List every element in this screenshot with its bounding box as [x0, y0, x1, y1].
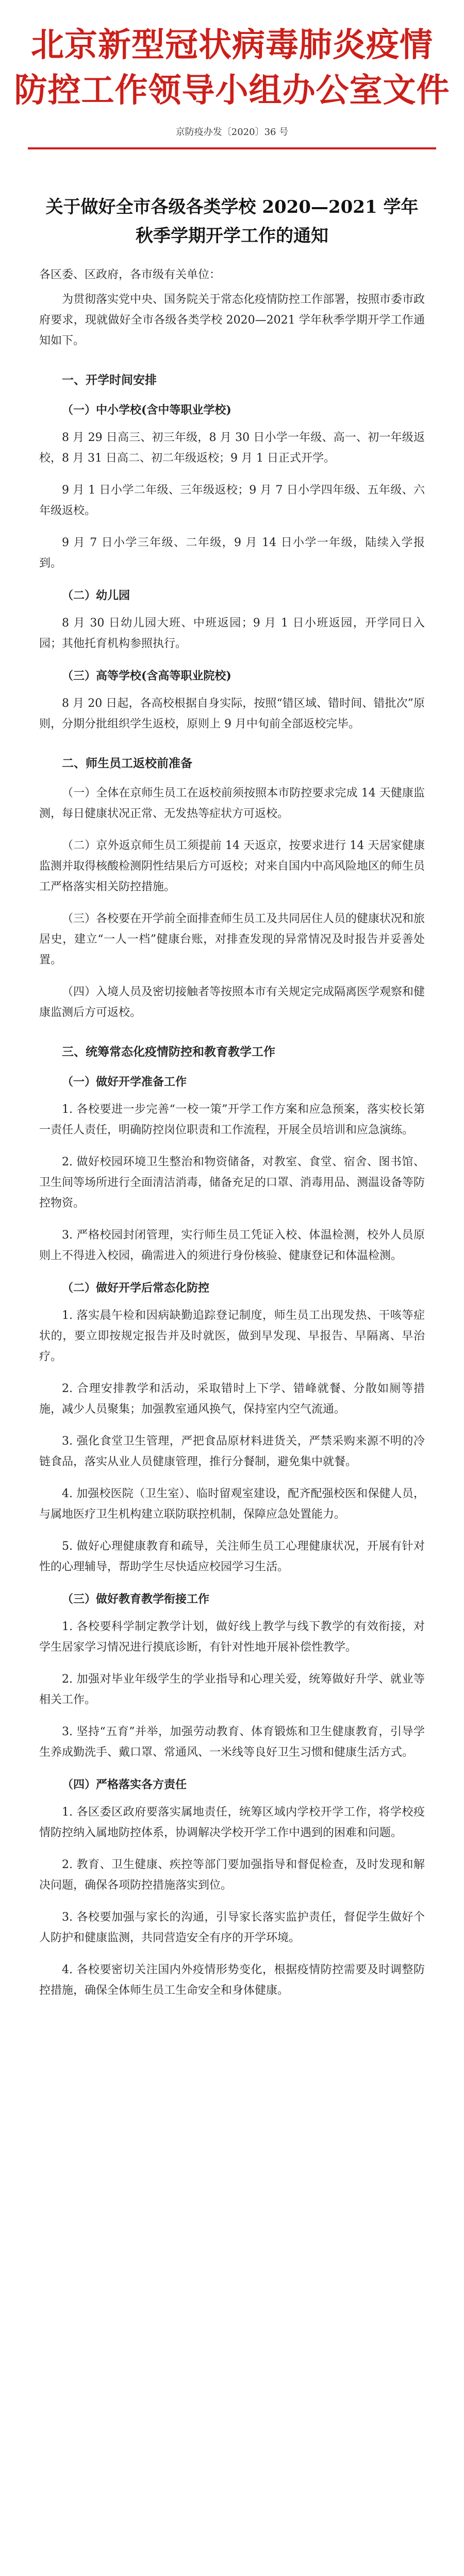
paragraph-3-2: 2. 做好校园环境卫生整治和物资储备，对教室、食堂、宿舍、图书馆、卫生间等场所进行全面清洁消毒，储备充足的口罩、消毒用品、测温设备等防控物资。 [39, 1156, 425, 1210]
paragraph-2-4: （四）入境人员及密切接触者等按照本市有关规定完成隔离医学观察和健康监测后方可返校。 [39, 986, 425, 1019]
paragraph-3-9: 1. 各校要科学制定教学计划，做好线上教学与线下教学的有效衔接，对学生居家学习情况进行摸底诊断，有针对性地开展补偿性教学。 [39, 1620, 425, 1654]
paragraph-1-2: 9 月 1 日小学二年级、三年级返校；9 月 7 日小学四年级、五年级、六年级返校。 [39, 484, 425, 517]
subheading-1-2: （二）幼儿园 [62, 589, 130, 602]
paragraph-3-14: 3. 各校要加强与家长的沟通，引导家长落实监护责任，督促学生做好个人防护和健康监测，共同营造安全有序的开学环境。 [39, 1911, 425, 1944]
paragraph-1-4: 8 月 30 日幼儿园大班、中班返园；9 月 1 日小班返园，开学同日入园；其他托育机构参照执行。 [39, 617, 425, 650]
paragraph-1-5: 8 月 20 日起，各高校根据自身实际，按照“错区域、错时间、错批次”原则，分期分批组织学生返校，原则上 9 月中旬前全部返校完毕。 [39, 697, 425, 731]
paragraph-3-5: 2. 合理安排教学和活动，采取错时上下学、错峰就餐、分散如厕等措施，减少人员聚集；加强教室通风换气，保持室内空气流通。 [39, 1382, 425, 1416]
paragraph-3-3: 3. 严格校园封闭管理，实行师生员工凭证入校、体温检测，校外人员原则上不得进入校园，确需进入的须进行身份核验、健康登记和体温检测。 [39, 1229, 425, 1262]
paragraph-3-4: 1. 落实晨午检和因病缺勤追踪登记制度，师生员工出现发热、干咳等症状的，要立即按规定报告并及时就医，做到早发现、早报告、早隔离、早治疗。 [39, 1309, 425, 1363]
paragraph-2-3: （三）各校要在开学前全面排查师生员工及共同居住人员的健康状况和旅居史，建立“一人一档”健康台账，对排查发现的异常情况及时报告并妥善处置。 [39, 912, 425, 967]
paragraph-3-15: 4. 各校要密切关注国内外疫情形势变化，根据疫情防控需要及时调整防控措施，确保全体师生员工生命安全和身体健康。 [39, 1963, 425, 1997]
subheading-1-1: （一）中小学校(含中等职业学校) [62, 403, 231, 417]
intro-paragraph: 为贯彻落实党中央、国务院关于常态化疫情防控工作部署，按照市委市政府要求，现就做好全市各级各类学校 2020—2021 学年秋季学期开学工作通知如下。 [39, 293, 425, 347]
paragraph-1-3: 9 月 7 日小学三年级、二年级，9 月 14 日小学一年级，陆续入学报到。 [39, 536, 425, 570]
paragraph-3-6: 3. 强化食堂卫生管理，严把食品原材料进货关，严禁采购来源不明的冷链食品，落实从业人员健康管理，推行分餐制，避免集中就餐。 [39, 1435, 425, 1468]
paragraph-3-13: 2. 教育、卫生健康、疾控等部门要加强指导和督促检查，及时发现和解决问题，确保各项防控措施落实到位。 [39, 1858, 425, 1892]
paragraph-2-1: （一）全体在京师生员工在返校前须按照本市防控要求完成 14 天健康监测，每日健康状况正常、无发热等症状方可返校。 [39, 787, 425, 820]
section-heading-3: 三、统筹常态化疫情防控和教育教学工作 [62, 1045, 275, 1059]
section-heading-2: 二、师生员工返校前准备 [62, 757, 192, 770]
subheading-3-3: （三）做好教育教学衔接工作 [62, 1592, 210, 1606]
paragraph-3-1: 1. 各校要进一步完善“一校一策”开学工作方案和应急预案，落实校长第一责任人责任，明确防控岗位职责和工作流程，开展全员培训和应急演练。 [39, 1103, 425, 1137]
red-separator-line [28, 147, 436, 149]
notice-title [0, 193, 464, 250]
document-header [0, 0, 464, 113]
subheading-1-3: （三）高等学校(含高等职业院校) [62, 669, 231, 683]
document-body [39, 265, 425, 2001]
section-heading-1: 一、开学时间安排 [62, 374, 157, 387]
paragraph-3-7: 4. 加强校医院（卫生室）、临时留观室建设，配齐配强校医和保健人员，与属地医疗卫生机构建立联防联控机制，保障应急处置能力。 [39, 1487, 425, 1521]
subheading-3-4: （四）严格落实各方责任 [62, 1778, 187, 1791]
notice-title-line-1: 关于做好全市各级各类学校 2020—2021 学年 [45, 197, 419, 217]
notice-title-line-2: 秋季学期开学工作的通知 [136, 226, 328, 246]
addressee: 各区委、区政府，各市级有关单位： [39, 268, 221, 281]
issuer-title-line-1: 北京新型冠状病毒肺炎疫情 [31, 26, 433, 64]
paragraph-3-11: 3. 坚持“五育”并举，加强劳动教育、体育锻炼和卫生健康教育，引导学生养成勤洗手、戴口罩、常通风、一米线等良好卫生习惯和健康生活方式。 [39, 1725, 425, 1759]
paragraph-3-10: 2. 加强对毕业年级学生的学业指导和心理关爱，统筹做好升学、就业等相关工作。 [39, 1673, 425, 1706]
subheading-3-2: （二）做好开学后常态化防控 [62, 1281, 210, 1295]
document-number: 京防疫办发〔2020〕36 号 [175, 127, 289, 138]
subheading-3-1: （一）做好开学准备工作 [62, 1075, 187, 1089]
paragraph-1-1: 8 月 29 日高三、初三年级，8 月 30 日小学一年级、高一、初一年级返校，8 月 31 日高二、初二年级返校；9 月 1 日正式开学。 [39, 431, 425, 465]
issuer-title-line-2: 防控工作领导小组办公室文件 [14, 71, 450, 110]
paragraph-3-12: 1. 各区委区政府要落实属地责任，统筹区域内学校开学工作，将学校疫情防控纳入属地防控体系，协调解决学校开学工作中遇到的困难和问题。 [39, 1806, 425, 1839]
paragraph-2-2: （二）京外返京师生员工须提前 14 天返京，按要求进行 14 天居家健康监测并取得核酸检测阴性结果后方可返校；对来自国内中高风险地区的师生员工严格落实相关防控措施。 [39, 839, 425, 893]
paragraph-3-8: 5. 做好心理健康教育和疏导，关注师生员工心理健康状况，开展有针对性的心理辅导，帮助学生尽快适应校园学习生活。 [39, 1540, 425, 1573]
